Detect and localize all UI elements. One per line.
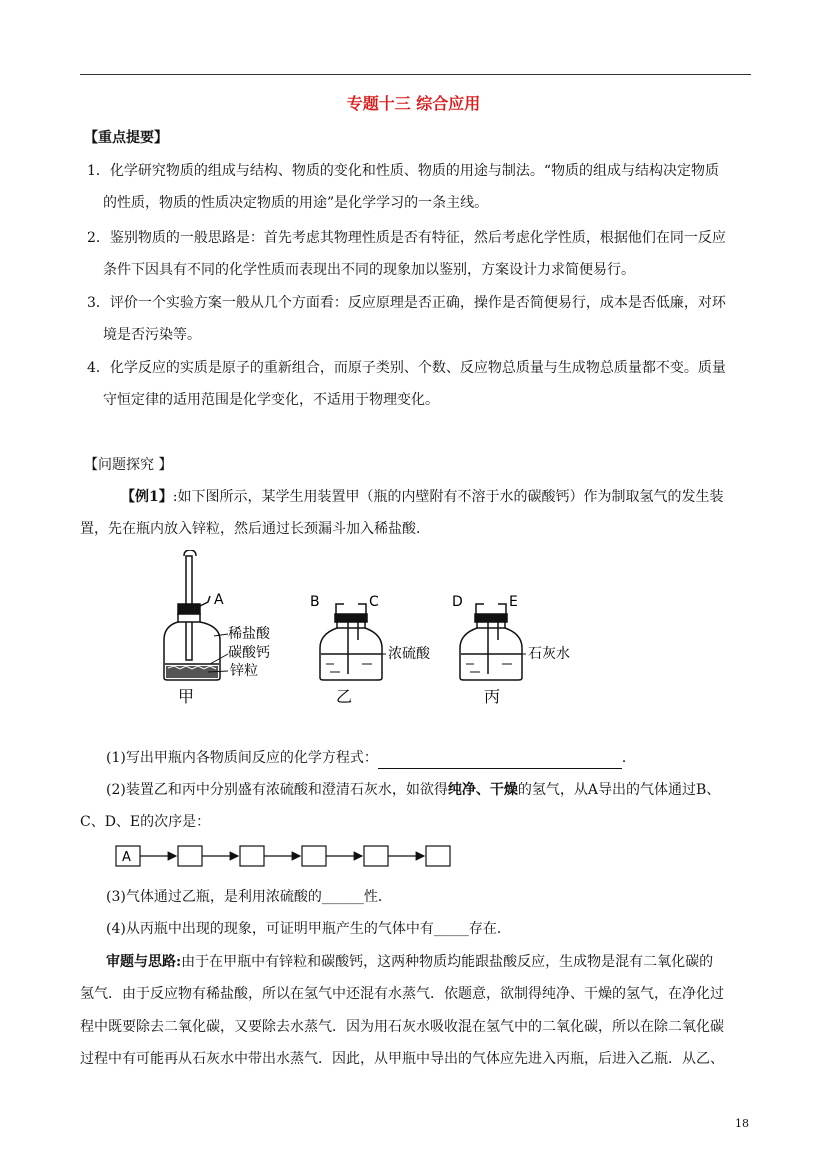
question-1: (1)写出甲瓶内各物质间反应的化学方程式： ．: [106, 748, 636, 769]
flow-box-3[interactable]: [302, 846, 326, 866]
question-2-line-1: (2)装置乙和丙中分别盛有浓硫酸和澄清石灰水，如欲得纯净、干燥的氢气，从A导出的气体通过B、: [106, 782, 721, 798]
example-1-line-2: 置，先在瓶内放入锌粒，然后通过长颈漏斗加入稀盐酸．: [80, 521, 430, 537]
exploration-heading: 【问题探究 】: [84, 457, 173, 473]
point-1-line-2: 的性质，物质的性质决定物质的用途”是化学学习的一条主线。: [103, 195, 489, 211]
flow-box-2[interactable]: [240, 846, 264, 866]
question-3: (3)气体通过乙瓶，是利用浓硫酸的______性．: [106, 889, 392, 905]
analysis-line-1: 审题与思路:由于在甲瓶中有锌粒和碳酸钙，这两种物质均能跟盐酸反应，生成物是混有二氧化碳的: [106, 954, 714, 970]
header-rule: [80, 74, 751, 75]
label-d: D: [452, 594, 463, 610]
flow-sequence: [110, 842, 460, 872]
analysis-line-4: 过程中有可能再从石灰水中带出水蒸气．因此，从甲瓶中导出的气体应先进入丙瓶，后进入乙瓶．从乙、: [80, 1051, 724, 1067]
flow-label-a: A: [122, 850, 131, 865]
label-caco3: 碳酸钙: [228, 645, 270, 661]
analysis-label: 审题与思路:: [106, 954, 182, 970]
label-conc-h2so4: 浓硫酸: [388, 646, 430, 662]
point-4-line-2: 守恒定律的适用范围是化学变化，不适用于物理变化。: [103, 392, 439, 408]
flow-box-4[interactable]: [364, 846, 388, 866]
label-dilute-hcl: 稀盐酸: [228, 626, 270, 642]
flow-box-5[interactable]: [426, 846, 450, 866]
page-number: 18: [735, 1117, 749, 1130]
label-yi: 乙: [336, 687, 353, 706]
page-title: 专题十三 综合应用: [346, 94, 481, 113]
point-1-line-1: 1．化学研究物质的组成与结构、物质的变化和性质、物质的用途与制法。“物质的组成与结构决定物质: [87, 163, 720, 179]
apparatus-figure: [150, 550, 600, 710]
example-text: :如下图所示，某学生用装置甲（瓶的内壁附有不溶于水的碳酸钙）作为制取氢气的发生装: [172, 489, 724, 505]
apparatus-bing: [460, 604, 526, 680]
flow-box-1[interactable]: [178, 846, 202, 866]
point-3-line-2: 境是否污染等。: [103, 327, 201, 343]
apparatus-yi: [320, 604, 386, 680]
point-2-line-1: 2．鉴别物质的一般思路是：首先考虑其物理性质是否有特征，然后考虑化学性质，根据他们在同一反应: [87, 230, 726, 246]
label-zinc: 锌粒: [230, 663, 258, 679]
label-limewater: 石灰水: [528, 646, 570, 662]
key-points-heading: 【重点提要】: [84, 130, 168, 146]
analysis-line-3: 程中既要除去二氧化碳，又要除去水蒸气．因为用石灰水吸收混在氢气中的二氧化碳，所以在除二氧化碳: [80, 1019, 724, 1035]
example-1-line-1: [121, 487, 723, 507]
point-4-line-1: 4．化学反应的实质是原子的重新组合，而原子类别、个数、反应物总质量与生成物总质量都不变。质量: [87, 360, 726, 376]
question-4: (4)从丙瓶中出现的现象，可证明甲瓶产生的气体中有_____存在．: [106, 921, 511, 937]
label-a: A: [214, 592, 224, 608]
label-jia: 甲: [178, 687, 195, 706]
apparatus-jia: [164, 550, 228, 680]
analysis-line-2: 氢气．由于反应物有稀盐酸，所以在氢气中还混有水蒸气．依题意，欲制得纯净、干燥的氢气，在净化过: [80, 986, 724, 1002]
label-e: E: [509, 594, 518, 610]
example-label: 【例1】: [121, 489, 173, 505]
question-2-line-2: C、D、E的次序是：: [80, 814, 211, 830]
point-2-line-2: 条件下因具有不同的化学性质而表现出不同的现象加以鉴别，方案设计力求简便易行。: [103, 262, 635, 278]
label-bing: 丙: [484, 687, 501, 706]
answer-blank-1[interactable]: [378, 748, 622, 769]
label-b: B: [310, 594, 320, 610]
label-c: C: [369, 594, 379, 610]
point-3-line-1: 3．评价一个实验方案一般从几个方面看：反应原理是否正确，操作是否简便易行，成本是否低廉，对环: [87, 295, 726, 311]
